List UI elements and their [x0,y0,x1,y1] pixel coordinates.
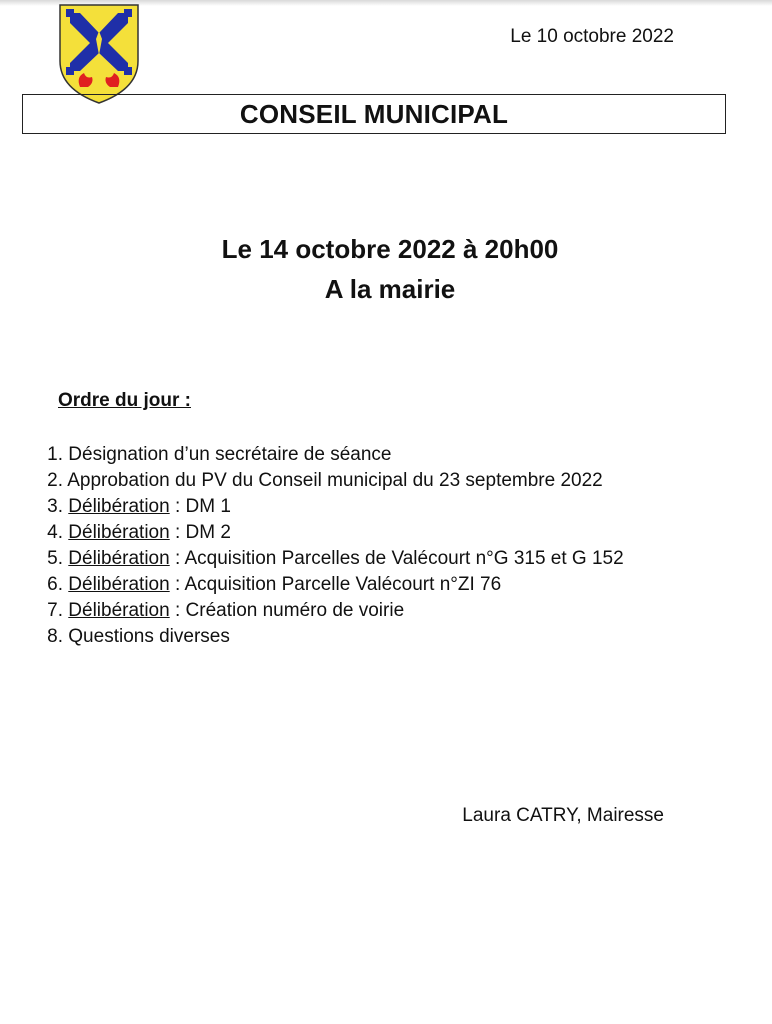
agenda-item-keyword: Délibération [68,522,170,543]
agenda-item-number: 5. [47,548,63,569]
agenda-item-keyword: Délibération [68,496,170,517]
agenda-item [27,468,624,494]
coat-of-arms-logo [58,3,140,105]
agenda-item-number: 4. [47,522,63,543]
agenda-list [27,442,624,650]
agenda-item-text: Approbation du PV du Conseil municipal du 23 septembre 2022 [67,470,603,491]
agenda-item-text: : DM 1 [169,496,231,517]
agenda-item-number: 1. [47,444,63,465]
document-title: CONSEIL MUNICIPAL [239,98,509,129]
meeting-date: Le 14 octobre 2022 à 20h00 [221,234,559,264]
agenda-item [27,546,624,572]
agenda-item-text: : DM 2 [169,522,231,543]
agenda-item [27,624,624,650]
agenda-item-number: 2. [47,470,63,491]
agenda-heading: Ordre du jour : [58,390,191,411]
agenda-item [27,442,624,468]
agenda-item [27,494,624,520]
agenda-item-keyword: Délibération [68,548,170,569]
agenda-item-keyword: Délibération [68,574,170,595]
agenda-item [27,520,624,546]
agenda-item-number: 3. [47,496,63,517]
agenda-item-keyword: Délibération [68,600,170,621]
signature: Laura CATRY, Mairesse [462,805,664,826]
agenda-item-number: 6. [47,574,63,595]
meeting-place: A la mairie [324,274,456,304]
agenda-item [27,572,624,598]
document-date: Le 10 octobre 2022 [510,26,674,47]
agenda-item-text: : Création numéro de voirie [169,600,405,621]
agenda-item-number: 8. [47,626,63,647]
agenda-item-text: Questions diverses [68,626,230,647]
agenda-item-text: : Acquisition Parcelle Valécourt n°ZI 76 [169,574,502,595]
title-box [22,94,726,134]
agenda-item-text: : Acquisition Parcelles de Valécourt n°G 315 et G 152 [169,548,624,569]
agenda-item [27,598,624,624]
agenda-item-text: Désignation d’un secrétaire de séance [68,444,392,465]
agenda-item-number: 7. [47,600,63,621]
